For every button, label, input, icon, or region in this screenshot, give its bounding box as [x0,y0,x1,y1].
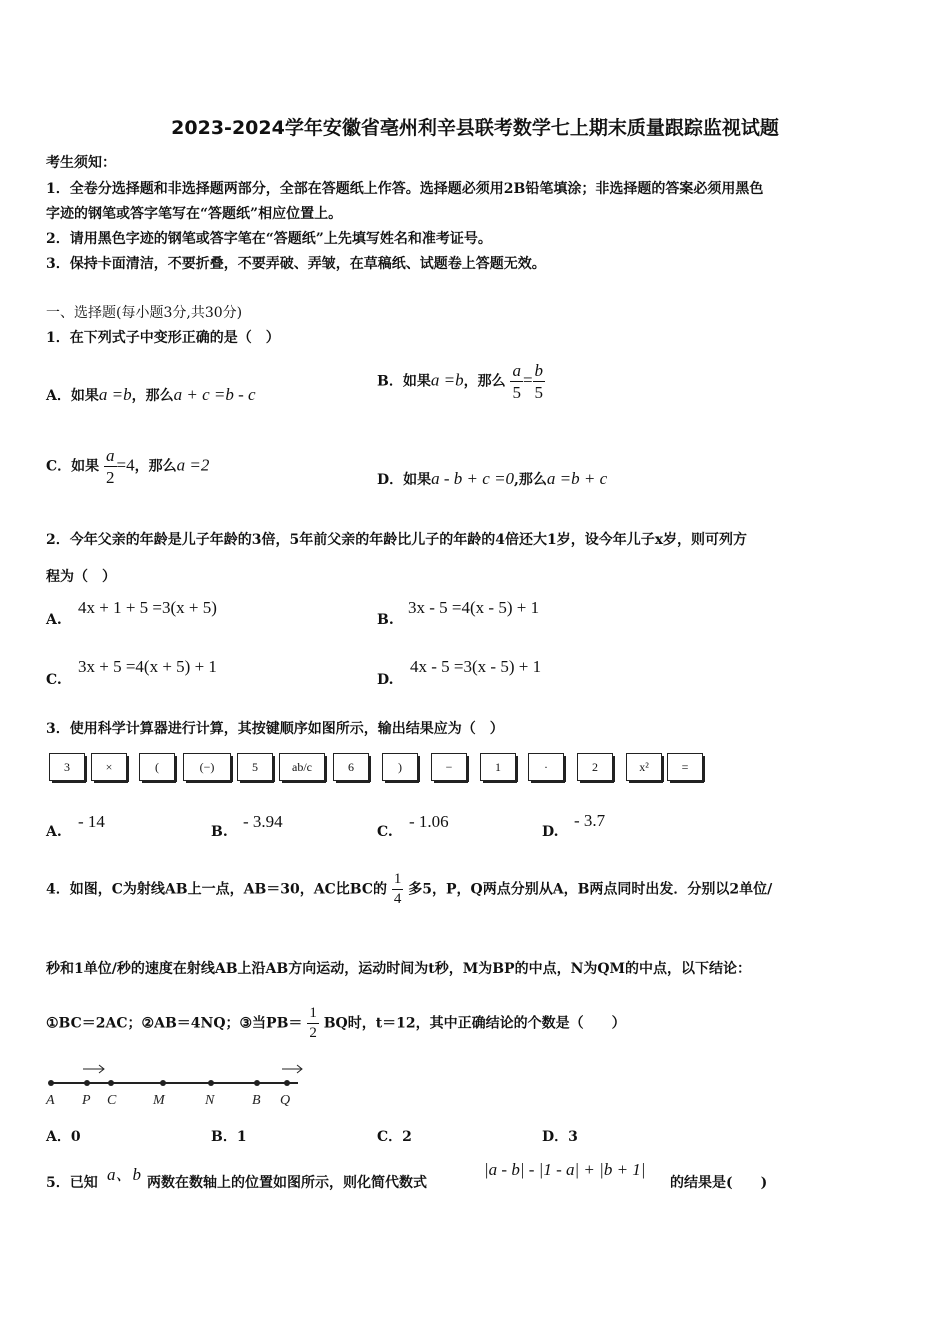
q1-c-label: C．如果 [46,458,100,475]
q2-c-expr: 3x + 5 =4(x + 5) + 1 [78,657,217,676]
notice-line-3: 3．保持卡面清洁，不要折叠，不要弄破、弄皱，在草稿纸、试题卷上答题无效。 [46,256,546,272]
q2-stem-line-2: 程为（ ） [46,569,116,585]
q1-c-fraction: $\frac{a}{2}$ [106,446,115,487]
q2-a-label: A. [46,612,62,628]
page-title: 2023-2024学年安徽省亳州利辛县联考数学七上期末质量跟踪监视试题 [171,117,779,139]
calc-key-fraction: ab/c [279,753,325,781]
q1-b-mid: ，那么 [463,373,506,390]
q4-stem-3a: ①BC＝2AC；②AB＝4NQ；③当PB＝ [46,1015,303,1032]
q1-a-result: a + c =b - c [173,385,256,404]
calc-key-dot: · [528,753,564,781]
point-m-dot [160,1080,166,1086]
q3-a-label: A. [46,824,62,840]
q4-option-a: A．0 [46,1129,81,1145]
q3-stem: 3．使用科学计算器进行计算，其按键顺序如图所示，输出结果应为（ ） [46,721,504,737]
q5-pre: 5．已知 [46,1175,98,1191]
notice-heading: 考生须知： [46,155,116,171]
q1-d-mid: ,那么 [514,472,547,488]
q1-stem: 1．在下列式子中变形正确的是（ ） [46,330,280,346]
notice-line-1: 1．全卷分选择题和非选择题两部分，全部在答题纸上作答。选择题必须用2B铅笔填涂；非选择题的答案必须用黑色 [46,181,764,197]
q3-b-label: B. [211,824,228,840]
q3-a-value: - 14 [78,812,105,831]
point-n-dot [208,1080,214,1086]
calc-key-3: 3 [49,753,85,781]
calc-key-minus: − [431,753,467,781]
calc-key-equals: = [667,753,703,781]
q3-d-value: - 3.7 [574,811,606,830]
q1-d-condition: a - b + c =0 [431,469,515,488]
q4-option-b: B．1 [211,1129,247,1145]
q1-b-condition: a =b [430,370,464,390]
point-b-dot [254,1080,260,1086]
q5-expression: |a - b| - |1 - a| + |b + 1| [484,1160,646,1179]
point-q-dot [284,1080,290,1086]
q3-c-value: - 1.06 [409,812,449,831]
q1-d-result: a =b + c [546,469,608,488]
q1-d-label: D．如果 [377,472,432,488]
q4-option-c: C．2 [377,1129,412,1145]
point-a-label: A [46,1093,55,1108]
point-c-label: C [107,1093,117,1108]
q4-fraction: $\frac{1}{4}$ [393,871,402,907]
q4-stem-3b: BQ时，t＝12，其中正确结论的个数是（ ） [323,1015,626,1032]
point-p-label: P [82,1093,91,1108]
q5-mid: 两数在数轴上的位置如图所示，则化简代数式 [147,1175,427,1191]
q2-b-label: B. [377,612,394,628]
q1-a-label: A．如果 [46,388,99,404]
point-c-dot [108,1080,114,1086]
q4-number-line-diagram [40,1058,310,1110]
q1-c-equals: =4 [116,455,135,475]
notice-line-2: 2．请用黑色字迹的钢笔或答字笔在“答题纸”上先填写姓名和准考证号。 [46,231,492,247]
point-p-dot [84,1080,90,1086]
point-b-label: B [252,1093,261,1108]
calc-key-5: 5 [237,753,273,781]
q2-b-expr: 3x - 5 =4(x - 5) + 1 [408,598,540,617]
q4-stem-1a: 4．如图，C为射线AB上一点，AB＝30，AC比BC的 [46,881,387,898]
q3-b-value: - 3.94 [243,812,283,831]
q1-b-fraction-1: $\frac{a}{5}$ [512,361,521,402]
q1-option-c [46,447,209,486]
section-heading: 一、选择题(每小题3分,共30分) [46,305,243,321]
q1-a-condition: a =b [98,385,132,404]
q5-vars: a、b [107,1165,141,1184]
calc-key-2: 2 [577,753,613,781]
point-a-dot [48,1080,54,1086]
q2-a-expr: 4x + 1 + 5 =3(x + 5) [78,598,217,617]
q4-option-d: D．3 [542,1129,578,1145]
calc-key-close-paren: ) [382,753,418,781]
calc-key-multiply: × [91,753,127,781]
q4-stem-line-3 [46,1006,626,1041]
q1-b-equals: = [522,370,533,390]
point-n-label: N [205,1093,215,1108]
q2-c-label: C. [46,672,62,688]
calc-key-square: x² [626,753,662,781]
calc-key-open-paren: ( [139,753,175,781]
calc-key-1: 1 [480,753,516,781]
q4-stem-line-2: 秒和1单位/秒的速度在射线AB上沿AB方向运动，运动时间为t秒，M为BP的中点，N为QM的中点，以下结论： [46,961,752,977]
q1-option-d [377,469,607,489]
q2-d-label: D. [377,672,394,688]
q1-option-b [377,362,545,401]
q4-stem-line-1 [46,872,772,907]
q1-b-label: B．如果 [377,373,431,390]
calc-key-negative: (−) [183,753,231,781]
q1-a-mid: ，那么 [131,388,174,404]
calc-key-6: 6 [333,753,369,781]
q1-c-result: a =2 [176,455,210,475]
q1-b-fraction-2: $\frac{b}{5}$ [534,361,544,402]
q3-c-label: C. [377,824,393,840]
q2-d-expr: 4x - 5 =3(x - 5) + 1 [410,657,542,676]
point-m-label: M [153,1093,165,1108]
q4-fraction-2: $\frac{1}{2}$ [309,1005,317,1041]
notice-line-1b: 字迹的钢笔或答字笔写在“答题纸”相应位置上。 [46,206,343,222]
q3-d-label: D. [542,824,559,840]
q1-c-mid: ，那么 [134,458,177,475]
q5-post: 的结果是( ) [670,1175,768,1191]
q1-option-a [46,385,256,405]
q4-stem-1b: 多5，P，Q两点分别从A，B两点同时出发．分别以2单位/ [408,881,773,898]
q2-stem-line-1: 2．今年父亲的年龄是儿子年龄的3倍，5年前父亲的年龄比儿子的年龄的4倍还大1岁，设今年儿子x岁，则可列方 [46,532,748,548]
point-q-label: Q [280,1093,291,1108]
